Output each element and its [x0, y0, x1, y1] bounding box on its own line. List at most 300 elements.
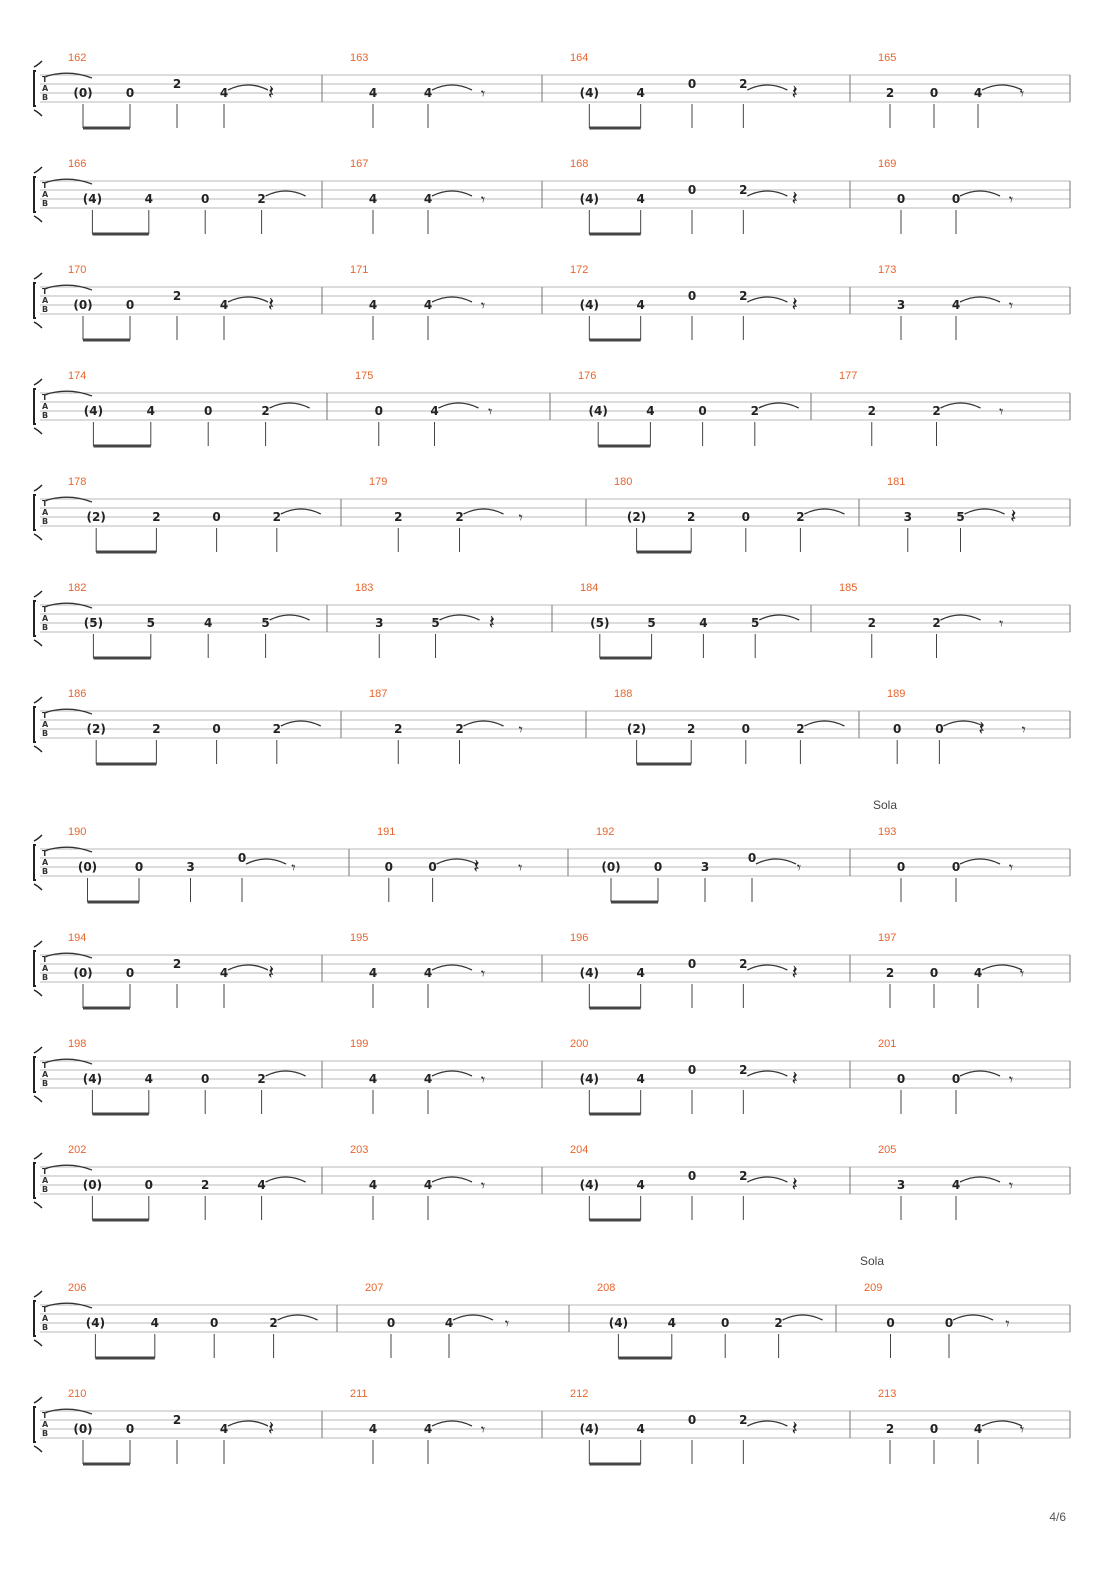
measure	[350, 158, 485, 234]
measure	[68, 1038, 306, 1114]
quarter-rest-icon: 𝄽	[791, 1416, 798, 1440]
quarter-rest-icon: 𝄽	[1010, 504, 1017, 528]
fret-number: (4)	[85, 1316, 106, 1330]
measure	[68, 370, 310, 446]
measure	[570, 1144, 798, 1220]
fret-number: 2	[455, 510, 464, 524]
measure	[355, 582, 495, 658]
tab-system	[34, 264, 1070, 340]
tab-system	[34, 932, 1070, 1008]
measure-number: 193	[878, 826, 897, 838]
measure	[570, 52, 798, 128]
tab-clef-letter: T	[42, 849, 48, 858]
fret-number: (4)	[83, 404, 104, 418]
measure	[68, 1144, 306, 1220]
tie-arc	[804, 721, 844, 726]
measure-number: 170	[68, 264, 87, 276]
tab-clef-letter: A	[42, 190, 49, 199]
measure-number: 179	[369, 476, 388, 488]
fret-number: (5)	[83, 616, 104, 630]
measure	[68, 52, 274, 128]
fret-number: 2	[739, 183, 748, 197]
fret-number: 3	[896, 298, 906, 312]
tab-clef-letter: B	[42, 93, 49, 102]
bracket-hook	[34, 1047, 42, 1102]
measure-number: 191	[377, 826, 396, 838]
tie-arc	[432, 297, 472, 302]
fret-number: 0	[741, 510, 750, 524]
tab-clef-letter: T	[42, 499, 48, 508]
measure	[350, 1144, 485, 1220]
fret-number: 0	[929, 1422, 939, 1436]
fret-number: 4	[646, 404, 655, 418]
measure-number: 195	[350, 932, 369, 944]
fret-number: 4	[636, 1422, 645, 1436]
bracket-hook	[34, 591, 42, 646]
fret-number: 4	[423, 1072, 433, 1086]
fret-number: 2	[867, 404, 876, 418]
measure	[68, 1282, 318, 1358]
measure-number: 198	[68, 1038, 87, 1050]
fret-number: 0	[125, 86, 135, 100]
tab-clef-letter: A	[42, 858, 49, 867]
tie-arc	[432, 1071, 472, 1076]
tab-clef-letter: A	[42, 1070, 49, 1079]
fret-number: 0	[428, 860, 437, 874]
tie-arc	[228, 85, 268, 90]
fret-number: (0)	[73, 1422, 93, 1436]
measure-number: 172	[570, 264, 589, 276]
tie-arc	[960, 297, 1000, 302]
measure-number: 196	[570, 932, 589, 944]
quarter-rest-icon: 𝄽	[791, 292, 798, 316]
measure-number: 185	[839, 582, 858, 594]
tie-arc	[44, 709, 92, 714]
eighth-rest-icon: 𝄾	[480, 190, 486, 209]
eighth-rest-icon: 𝄾	[518, 858, 523, 877]
fret-number: (0)	[77, 860, 98, 874]
fret-number: 2	[739, 289, 748, 303]
fret-number: 0	[125, 1422, 135, 1436]
quarter-rest-icon: 𝄽	[267, 1416, 275, 1440]
bracket-hook	[34, 1291, 42, 1346]
fret-number: 2	[201, 1178, 210, 1192]
tab-system	[34, 476, 1070, 552]
bracket-hook	[34, 835, 42, 890]
tie-arc	[281, 509, 321, 514]
fret-number: 2	[932, 616, 941, 630]
fret-number: 5	[431, 616, 440, 630]
measure-number: 199	[350, 1038, 369, 1050]
tie-arc	[44, 497, 92, 502]
fret-number: 2	[261, 404, 270, 418]
tab-clef-letter: T	[42, 75, 48, 84]
measure-number: 180	[614, 476, 633, 488]
eighth-rest-icon: 𝄾	[1008, 190, 1014, 209]
tie-arc	[228, 965, 268, 970]
fret-number: 4	[636, 298, 645, 312]
fret-number: 4	[146, 404, 155, 418]
fret-number: (2)	[86, 722, 106, 736]
fret-number: 2	[867, 616, 876, 630]
fret-number: 2	[739, 1413, 748, 1427]
tie-arc	[270, 615, 310, 620]
tab-clef-letter: T	[42, 1167, 48, 1176]
tab-system	[34, 1144, 1070, 1220]
tie-arc	[756, 859, 796, 864]
measure-number: 187	[369, 688, 388, 700]
fret-number: 0	[125, 966, 135, 980]
fret-number: 0	[944, 1316, 954, 1330]
tab-clef-letter: T	[42, 181, 48, 190]
fret-number: (4)	[579, 86, 599, 100]
measure-number: 205	[878, 1144, 897, 1156]
fret-number: (4)	[608, 1316, 629, 1330]
fret-number: 4	[219, 86, 229, 100]
measure	[580, 582, 799, 658]
section-annotation: Sola	[860, 1254, 885, 1268]
tie-arc	[246, 859, 286, 864]
fret-number: (0)	[73, 298, 93, 312]
tie-arc	[960, 191, 1000, 196]
measure	[839, 370, 1003, 446]
eighth-rest-icon: 𝄾	[1008, 1070, 1014, 1089]
measure	[864, 1282, 1010, 1358]
fret-number: (2)	[626, 510, 647, 524]
tie-arc	[960, 859, 1000, 864]
fret-number: (4)	[82, 192, 103, 206]
fret-number: 3	[700, 860, 710, 874]
measure-number: 207	[365, 1282, 384, 1294]
measure-number: 209	[864, 1282, 883, 1294]
eighth-rest-icon: 𝄾	[1019, 84, 1025, 103]
tie-arc	[437, 859, 477, 864]
measure-number: 202	[68, 1144, 87, 1156]
fret-number: (2)	[626, 722, 647, 736]
measure-number: 182	[68, 582, 87, 594]
tab-clef-letter: B	[42, 1429, 49, 1438]
fret-number: 0	[384, 860, 393, 874]
eighth-rest-icon: 𝄾	[518, 508, 523, 527]
measure	[68, 1388, 274, 1464]
fret-number: 2	[257, 1072, 266, 1086]
fret-number: 0	[687, 1063, 697, 1077]
measure-number: 181	[887, 476, 906, 488]
fret-number: 4	[368, 86, 378, 100]
fret-number: 2	[272, 510, 281, 524]
measure	[377, 826, 522, 902]
fret-number: 3	[896, 1178, 906, 1192]
measure-number: 174	[68, 370, 87, 382]
measure-number: 197	[878, 932, 897, 944]
measure	[350, 932, 485, 1008]
fret-number: 4	[423, 966, 433, 980]
fret-number: 0	[886, 1316, 895, 1330]
tie-arc	[266, 1071, 306, 1076]
fret-number: (0)	[73, 966, 93, 980]
tie-arc	[747, 1177, 787, 1182]
tie-arc	[266, 191, 306, 196]
fret-number: 4	[219, 1422, 229, 1436]
fret-number: 0	[201, 192, 210, 206]
tie-arc	[44, 285, 92, 290]
eighth-rest-icon: 𝄾	[480, 964, 486, 983]
measure-number: 203	[350, 1144, 369, 1156]
fret-number: 0	[721, 1316, 730, 1330]
tie-arc	[228, 1421, 268, 1426]
measure	[68, 158, 306, 234]
tab-clef-letter: B	[42, 411, 49, 420]
tie-arc	[941, 403, 981, 408]
tie-arc	[960, 1177, 1000, 1182]
measure-number: 213	[878, 1388, 897, 1400]
measure	[350, 264, 485, 340]
fret-number: 4	[636, 1178, 645, 1192]
tie-arc	[941, 615, 981, 620]
fret-number: 0	[374, 404, 383, 418]
fret-number: 2	[269, 1316, 278, 1330]
tie-arc	[747, 297, 787, 302]
tab-clef-letter: B	[42, 623, 49, 632]
tie-arc	[747, 191, 787, 196]
fret-number: (4)	[579, 192, 599, 206]
system-bracket	[34, 601, 36, 636]
tab-clef-letter: B	[42, 973, 49, 982]
fret-number: 5	[751, 616, 760, 630]
measure	[878, 932, 1024, 1008]
bracket-hook	[34, 273, 42, 328]
fret-number: 4	[636, 192, 645, 206]
measure	[68, 582, 310, 658]
fret-number: 0	[386, 1316, 396, 1330]
tie-arc	[783, 1315, 823, 1320]
fret-number: 4	[636, 1072, 645, 1086]
measure	[570, 1038, 798, 1114]
tab-clef-letter: T	[42, 393, 48, 402]
measure	[839, 582, 1003, 658]
fret-number: 3	[375, 616, 384, 630]
fret-number: 0	[201, 1072, 210, 1086]
fret-number: 0	[896, 192, 906, 206]
tie-arc	[278, 1315, 318, 1320]
bracket-hook	[34, 1397, 42, 1452]
fret-number: 4	[699, 616, 708, 630]
measure	[369, 688, 523, 764]
fret-number: 4	[368, 966, 378, 980]
tie-arc	[960, 1071, 1000, 1076]
quarter-rest-icon: 𝄽	[473, 854, 480, 878]
fret-number: 2	[796, 510, 805, 524]
eighth-rest-icon: 𝄾	[999, 614, 1004, 633]
fret-number: 0	[687, 289, 697, 303]
fret-number: (4)	[579, 1422, 599, 1436]
fret-number: 0	[687, 77, 697, 91]
eighth-rest-icon: 𝄾	[1019, 1420, 1025, 1439]
fret-number: 4	[430, 404, 439, 418]
tie-arc	[804, 509, 844, 514]
eighth-rest-icon: 𝄾	[480, 1070, 486, 1089]
eighth-rest-icon: 𝄾	[796, 858, 802, 877]
tab-clef-letter: B	[42, 1323, 49, 1332]
eighth-rest-icon: 𝄾	[1008, 296, 1014, 315]
fret-number: 0	[951, 1072, 961, 1086]
measure	[887, 476, 1016, 552]
tab-system	[34, 158, 1070, 234]
measure-number: 204	[570, 1144, 589, 1156]
fret-number: 2	[394, 722, 403, 736]
fret-number: 2	[739, 957, 748, 971]
tie-arc	[44, 1303, 92, 1308]
quarter-rest-icon: 𝄽	[791, 80, 798, 104]
tie-arc	[228, 297, 268, 302]
measure-number: 183	[355, 582, 374, 594]
quarter-rest-icon: 𝄽	[488, 610, 495, 634]
fret-number: 2	[885, 86, 895, 100]
bracket-hook	[34, 379, 42, 434]
fret-number: 4	[667, 1316, 676, 1330]
tab-system	[34, 1388, 1070, 1464]
fret-number: (4)	[579, 298, 599, 312]
eighth-rest-icon: 𝄾	[1008, 858, 1014, 877]
fret-number: 3	[903, 510, 912, 524]
tie-arc	[747, 1071, 787, 1076]
tie-arc	[747, 85, 787, 90]
fret-number: 4	[973, 86, 983, 100]
fret-number: 0	[747, 851, 757, 865]
fret-number: 4	[219, 966, 229, 980]
tie-arc	[965, 509, 1005, 514]
bracket-hook	[34, 61, 42, 116]
tie-arc	[44, 1165, 92, 1170]
tab-clef-letter: B	[42, 517, 49, 526]
fret-number: 0	[144, 1178, 153, 1192]
measure-number: 210	[68, 1388, 87, 1400]
tie-arc	[432, 191, 472, 196]
fret-number: 4	[144, 192, 153, 206]
tie-arc	[44, 847, 92, 852]
page-number: 4/6	[1049, 1510, 1066, 1524]
fret-number: 2	[172, 1413, 182, 1427]
fret-number: 0	[935, 722, 944, 736]
measure-number: 166	[68, 158, 87, 170]
fret-number: 0	[896, 1072, 906, 1086]
fret-number: 0	[741, 722, 750, 736]
measure	[878, 264, 1013, 340]
tab-clef-letter: B	[42, 305, 49, 314]
eighth-rest-icon: 𝄾	[999, 402, 1004, 421]
tab-clef-letter: A	[42, 296, 49, 305]
fret-number: 0	[929, 966, 939, 980]
quarter-rest-icon: 𝄽	[791, 186, 798, 210]
fret-number: 4	[204, 616, 213, 630]
fret-number: 5	[146, 616, 155, 630]
fret-number: 4	[973, 1422, 983, 1436]
measure	[878, 1038, 1013, 1114]
tab-clef-letter: B	[42, 1185, 49, 1194]
tie-arc	[439, 403, 479, 408]
fret-number: 2	[394, 510, 403, 524]
tie-arc	[432, 1177, 472, 1182]
measure	[878, 1144, 1013, 1220]
fret-number: 0	[204, 404, 213, 418]
tab-clef-letter: A	[42, 1176, 49, 1185]
fret-number: 4	[636, 86, 645, 100]
measure-number: 177	[839, 370, 858, 382]
bracket-hook	[34, 167, 42, 222]
system-bracket	[34, 1163, 36, 1198]
quarter-rest-icon: 𝄽	[791, 1066, 798, 1090]
measure-number: 211	[350, 1388, 368, 1400]
fret-number: 4	[423, 298, 433, 312]
measure	[68, 932, 274, 1008]
measure-number: 186	[68, 688, 87, 700]
system-bracket	[34, 845, 36, 880]
tie-arc	[44, 1409, 92, 1414]
eighth-rest-icon: 𝄾	[480, 84, 486, 103]
measure	[570, 158, 798, 234]
bracket-hook	[34, 941, 42, 996]
fret-number: 4	[636, 966, 645, 980]
fret-number: 5	[956, 510, 965, 524]
fret-number: 2	[152, 722, 161, 736]
tab-clef-letter: B	[42, 729, 49, 738]
measure-number: 188	[614, 688, 633, 700]
measure-number: 200	[570, 1038, 589, 1050]
tab-system	[34, 1038, 1070, 1114]
bracket-hook	[34, 485, 42, 540]
measure-number: 212	[570, 1388, 589, 1400]
measure	[878, 52, 1024, 128]
system-bracket	[34, 177, 36, 212]
fret-number: 2	[687, 722, 696, 736]
tab-system	[34, 582, 1070, 658]
fret-number: 2	[152, 510, 161, 524]
fret-number: 4	[368, 192, 378, 206]
tie-arc	[266, 1177, 306, 1182]
fret-number: 4	[368, 1072, 378, 1086]
measure-number: 164	[570, 52, 589, 64]
fret-number: 0	[951, 192, 961, 206]
measure-number: 190	[68, 826, 87, 838]
eighth-rest-icon: 𝄾	[488, 402, 493, 421]
fret-number: 0	[687, 1169, 697, 1183]
tab-system	[34, 688, 1070, 764]
fret-number: 2	[932, 404, 941, 418]
tie-arc	[464, 721, 504, 726]
fret-number: (4)	[579, 1178, 599, 1192]
eighth-rest-icon: 𝄾	[1019, 964, 1025, 983]
fret-number: 2	[739, 1169, 748, 1183]
system-bracket	[34, 283, 36, 318]
fret-number: (2)	[86, 510, 106, 524]
fret-number: 5	[647, 616, 656, 630]
measure-number: 163	[350, 52, 369, 64]
tie-arc	[44, 1059, 92, 1064]
measure	[68, 826, 296, 902]
fret-number: 2	[172, 77, 182, 91]
fret-number: (0)	[601, 860, 621, 874]
tab-clef-letter: A	[42, 614, 49, 623]
fret-number: 4	[951, 298, 961, 312]
fret-number: 0	[134, 860, 144, 874]
tab-system	[34, 798, 1070, 902]
fret-number: 2	[172, 289, 182, 303]
measure	[614, 688, 844, 764]
measure-number: 171	[350, 264, 369, 276]
tie-arc	[44, 73, 92, 78]
system-bracket	[34, 951, 36, 986]
fret-number: 2	[885, 966, 895, 980]
